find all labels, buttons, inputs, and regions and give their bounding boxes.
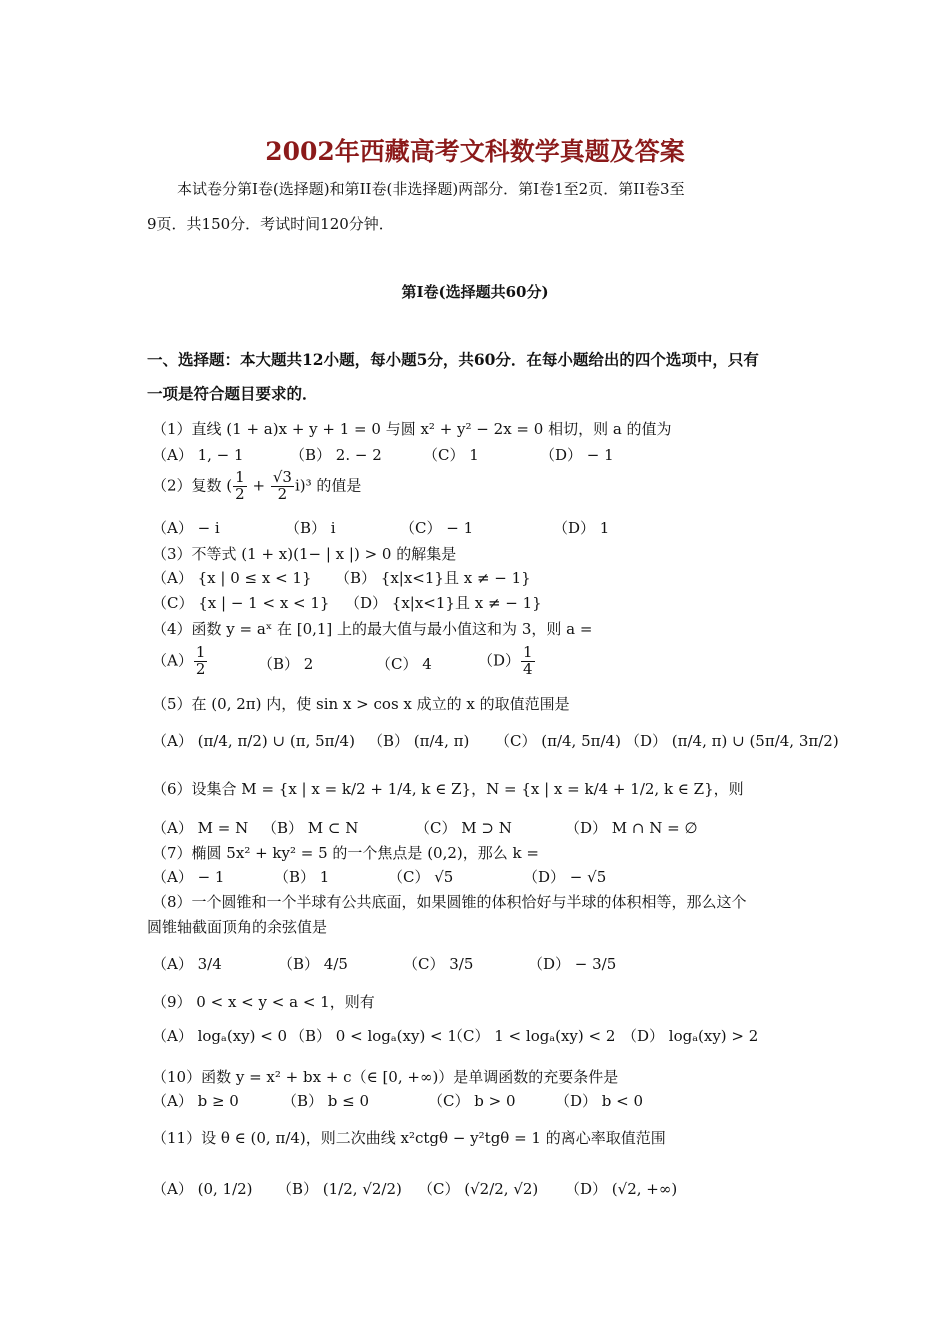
q2-plus: + bbox=[247, 476, 270, 495]
q8-option-b: （B） 4/5 bbox=[278, 955, 348, 973]
question-8-line-2: 圆锥轴截面顶角的余弦值是 bbox=[147, 918, 328, 936]
q6-option-b: （B） M ⊂ N bbox=[262, 819, 359, 837]
q6-option-d: （D） M ∩ N = ∅ bbox=[565, 819, 698, 837]
q10-option-a: （A） b ≥ 0 bbox=[152, 1092, 239, 1110]
q2-half-fraction bbox=[233, 470, 247, 503]
question-6-stem: （6）设集合 M = {x | x = k/2 + 1/4, k ∈ Z}，N = {x | x = k/4 + 1/2, k ∈ Z}，则 bbox=[152, 780, 744, 798]
q9-option-d: （D） logₐ(xy) > 2 bbox=[622, 1027, 759, 1045]
q11-option-c: （C） (√2/2, √2) bbox=[418, 1180, 539, 1198]
q11-option-b: （B） (1/2, √2/2) bbox=[277, 1180, 402, 1198]
question-9-stem: （9） 0 < x < y < a < 1，则有 bbox=[152, 993, 375, 1011]
q4-d-num: 1 bbox=[523, 643, 533, 661]
q3-option-c: （C） {x | − 1 < x < 1} bbox=[152, 594, 330, 612]
q5-option-c: （C） (π/4, 5π/4) bbox=[495, 732, 621, 750]
q9-option-c: （C） 1 < logₐ(xy) < 2 bbox=[448, 1027, 616, 1045]
q2-option-d: （D） 1 bbox=[553, 519, 610, 537]
q2-option-a: （A） − i bbox=[152, 519, 220, 537]
q8-option-a: （A） 3/4 bbox=[152, 955, 222, 973]
q5-option-a: （A） (π/4, π/2) ∪ (π, 5π/4) bbox=[152, 732, 355, 750]
q1-option-c: （C） 1 bbox=[423, 446, 479, 464]
q2-option-c: （C） − 1 bbox=[400, 519, 474, 537]
question-2-stem bbox=[152, 470, 361, 503]
q7-option-d: （D） − √5 bbox=[523, 868, 607, 886]
q2-half-num: 1 bbox=[235, 468, 245, 486]
q11-option-a: （A） (0, 1/2) bbox=[152, 1180, 253, 1198]
q4-option-a-fraction bbox=[194, 645, 208, 678]
section-title: 第Ⅰ卷(选择题共60分) bbox=[401, 283, 549, 301]
q3-option-d: （D） {x|x<1}且 x ≠ − 1} bbox=[345, 594, 542, 612]
q1-option-b: （B） 2. − 2 bbox=[290, 446, 382, 464]
intro-line-2: 9页．共150分．考试时间120分钟． bbox=[147, 215, 394, 233]
q2-sqrt-num: √3 bbox=[272, 468, 292, 486]
question-10-stem: （10）函数 y = x² + bx + c（∈ [0, +∞)）是单调函数的充要条件是 bbox=[152, 1068, 619, 1086]
q6-option-a: （A） M = N bbox=[152, 819, 249, 837]
question-3-stem: （3）不等式 (1 + x)(1− | x |) > 0 的解集是 bbox=[152, 545, 457, 563]
q10-option-b: （B） b ≤ 0 bbox=[282, 1092, 370, 1110]
q5-option-d: （D） (π/4, π) ∪ (5π/4, 3π/2) bbox=[625, 732, 839, 750]
q4-d-den: 4 bbox=[523, 659, 533, 678]
page-title: 2002年西藏高考文科数学真题及答案 bbox=[265, 137, 685, 166]
q4-option-d-label: （D） bbox=[478, 651, 521, 670]
q10-option-c: （C） b > 0 bbox=[428, 1092, 516, 1110]
question-1-stem: （1）直线 (1 + a)x + y + 1 = 0 与圆 x² + y² − 2x = 0 相切，则 a 的值为 bbox=[152, 420, 672, 438]
question-4-stem: （4）函数 y = aˣ 在 [0,1] 上的最大值与最小值这和为 3，则 a = bbox=[152, 620, 593, 638]
instructions-line-2: 一项是符合题目要求的． bbox=[147, 384, 318, 403]
q1-option-d: （D） − 1 bbox=[540, 446, 614, 464]
q11-option-d: （D） (√2, +∞) bbox=[565, 1180, 678, 1198]
q4-option-d-fraction bbox=[521, 645, 535, 678]
q1-option-a: （A） 1, − 1 bbox=[152, 446, 244, 464]
q7-option-c: （C） √5 bbox=[388, 868, 454, 886]
q2-stem-prefix: （2）复数 ( bbox=[152, 476, 233, 495]
q4-a-den: 2 bbox=[195, 659, 206, 678]
q7-option-a: （A） − 1 bbox=[152, 868, 225, 886]
question-7-stem: （7）椭圆 5x² + ky² = 5 的一个焦点是 (0,2)，那么 k = bbox=[152, 844, 539, 862]
q2-sqrt-den: 2 bbox=[277, 484, 288, 503]
q2-half-den: 2 bbox=[235, 484, 245, 503]
question-8-line-1: （8）一个圆锥和一个半球有公共底面，如果圆锥的体积恰好与半球的体积相等，那么这个 bbox=[152, 893, 747, 911]
q3-option-b: （B） {x|x<1}且 x ≠ − 1} bbox=[335, 569, 531, 587]
q2-stem-suffix: i)³ 的值是 bbox=[294, 476, 362, 495]
q2-sqrt-fraction bbox=[271, 470, 294, 503]
q4-option-a bbox=[152, 645, 208, 678]
question-5-stem: （5）在 (0, 2π) 内，使 sin x > cos x 成立的 x 的取值范围是 bbox=[152, 695, 570, 713]
q4-a-num: 1 bbox=[195, 643, 206, 661]
instructions-line-1: 一、选择题：本大题共12小题，每小题5分，共60分．在每小题给出的四个选项中，只有 bbox=[147, 350, 759, 369]
q3-option-a: （A） {x | 0 ≤ x < 1} bbox=[152, 569, 312, 587]
q8-option-c: （C） 3/5 bbox=[403, 955, 474, 973]
q4-option-c: （C） 4 bbox=[376, 655, 432, 673]
q10-option-d: （D） b < 0 bbox=[555, 1092, 644, 1110]
intro-line-1: 本试卷分第Ⅰ卷(选择题)和第II卷(非选择题)两部分．第Ⅰ卷1至2页．第II卷3至 bbox=[177, 180, 685, 198]
q8-option-d: （D） − 3/5 bbox=[528, 955, 617, 973]
q7-option-b: （B） 1 bbox=[274, 868, 330, 886]
q4-option-d bbox=[478, 645, 536, 678]
question-11-stem: （11）设 θ ∈ (0, π/4)，则二次曲线 x²ctgθ − y²tgθ = 1 的离心率取值范围 bbox=[152, 1129, 666, 1147]
q2-option-b: （B） i bbox=[285, 519, 336, 537]
q9-option-b: （B） 0 < logₐ(xy) < 1 bbox=[290, 1027, 457, 1045]
q4-option-a-label: （A） bbox=[152, 651, 193, 670]
q9-option-a: （A） logₐ(xy) < 0 bbox=[152, 1027, 288, 1045]
q5-option-b: （B） (π/4, π) bbox=[368, 732, 470, 750]
q6-option-c: （C） M ⊃ N bbox=[415, 819, 512, 837]
q4-option-b: （B） 2 bbox=[258, 655, 314, 673]
